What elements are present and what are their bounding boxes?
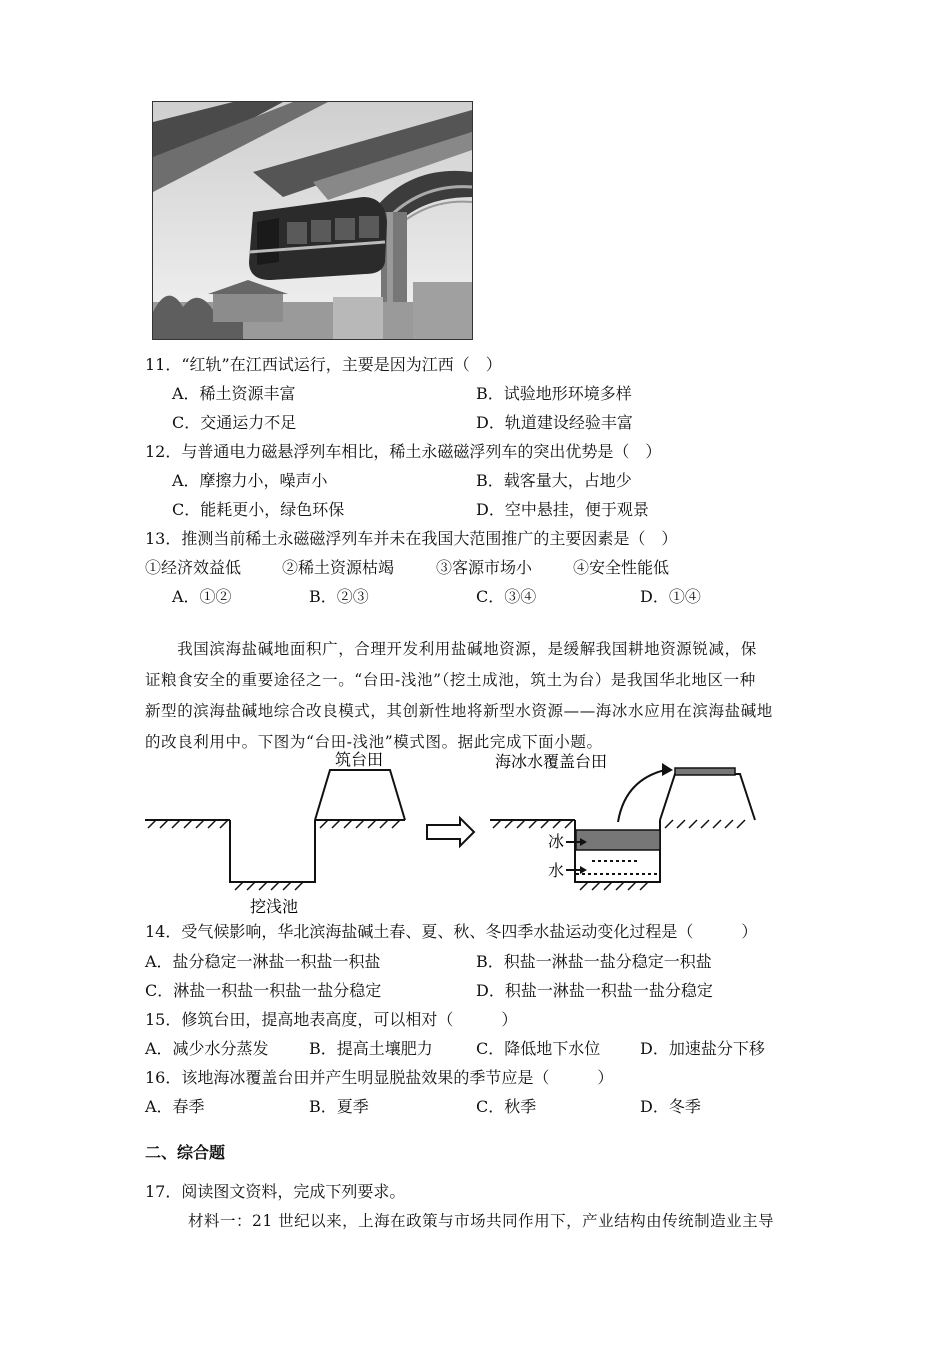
passage-line-2: 证粮食安全的重要途径之一。“台田-浅池”（挖土成池，筑土为台）是我国华北地区一种 [145, 671, 756, 689]
q13-option-a: A．①② [172, 587, 232, 606]
q13-option-b: B．②③ [309, 587, 369, 606]
curved-arrow-icon [662, 763, 673, 776]
q16-option-b: B．夏季 [309, 1097, 369, 1116]
q16-option-d: D．冬季 [640, 1097, 701, 1116]
q13-item-1: ①经济效益低 [145, 558, 242, 577]
q13-option-d: D．①④ [640, 587, 701, 606]
passage-line-1: 我国滨海盐碱地面积广，合理开发利用盐碱地资源，是缓解我国耕地资源锐减，保 [145, 640, 757, 658]
q16-option-a: A．春季 [145, 1097, 205, 1116]
monorail-image [153, 102, 472, 339]
question-12-stem: 12．与普通电力磁悬浮列车相比，稀土永磁磁浮列车的突出优势是（ ） [145, 442, 662, 461]
q14-option-c: C．淋盐一积盐一积盐一盐分稳定 [145, 981, 382, 1000]
passage-line-4: 的改良利用中。下图为“台田-浅池”模式图。据此完成下面小题。 [145, 733, 603, 751]
stage-arrow-icon [427, 818, 474, 846]
q13-item-4: ④安全性能低 [573, 558, 670, 577]
question-15-stem: 15．修筑台田，提高地表高度，可以相对（ ） [145, 1010, 518, 1029]
q13-option-c: C．③④ [476, 587, 537, 606]
q13-item-2: ②稀土资源枯竭 [282, 558, 395, 577]
ice-cover-terrace [675, 768, 735, 775]
label-dig-pond: 挖浅池 [250, 897, 299, 916]
q12-option-b: B．载客量大，占地少 [476, 471, 632, 490]
q14-option-b: B．积盐一淋盐一盐分稳定一积盐 [476, 952, 712, 971]
q16-option-c: C．秋季 [476, 1097, 537, 1116]
q11-option-d: D．轨道建设经验丰富 [476, 413, 633, 432]
q15-option-d: D．加速盐分下移 [640, 1039, 765, 1058]
label-build-field: 筑台田 [335, 750, 384, 769]
q15-option-a: A．减少水分蒸发 [145, 1039, 269, 1058]
section-2-title: 二、综合题 [145, 1143, 226, 1162]
q14-option-d: D．积盐一淋盐一积盐一盐分稳定 [476, 981, 713, 1000]
label-ice: 冰 [548, 832, 565, 851]
terrace-pond-diagram [140, 750, 770, 920]
q12-option-c: C．能耗更小，绿色环保 [172, 500, 345, 519]
monorail-photo [152, 101, 473, 340]
passage-line-3: 新型的滨海盐碱地综合改良模式，其创新性地将新型水资源——海冰水应用在滨海盐碱地 [145, 702, 773, 720]
label-water: 水 [548, 861, 565, 880]
ice-layer [576, 830, 660, 850]
water-arrow-icon [580, 866, 587, 874]
question-17-stem: 17．阅读图文资料，完成下列要求。 [145, 1182, 406, 1201]
label-ice-cover: 海冰水覆盖台田 [495, 752, 608, 771]
q13-item-3: ③客源市场小 [436, 558, 533, 577]
q11-option-c: C．交通运力不足 [172, 413, 297, 432]
q11-option-a: A．稀土资源丰富 [172, 384, 296, 403]
question-13-stem: 13．推测当前稀土永磁磁浮列车并未在我国大范围推广的主要因素是（ ） [145, 529, 678, 548]
question-16-stem: 16．该地海冰覆盖台田并产生明显脱盐效果的季节应是（ ） [145, 1068, 614, 1087]
q14-option-a: A．盐分稳定一淋盐一积盐一积盐 [145, 952, 381, 971]
question-11-stem: 11．“红轨”在江西试运行，主要是因为江西（ ） [145, 355, 502, 374]
q15-option-c: C．降低地下水位 [476, 1039, 601, 1058]
q15-option-b: B．提高土壤肥力 [309, 1039, 433, 1058]
q11-option-b: B．试验地形环境多样 [476, 384, 632, 403]
question-14-stem: 14．受气候影响，华北滨海盐碱土春、夏、秋、冬四季水盐运动变化过程是（ ） [145, 922, 758, 941]
q12-option-a: A．摩擦力小，噪声小 [172, 471, 328, 490]
q12-option-d: D．空中悬挂，便于观景 [476, 500, 649, 519]
q17-material-1: 材料一：21 世纪以来，上海在政策与市场共同作用下，产业结构由传统制造业主导 [188, 1212, 775, 1230]
